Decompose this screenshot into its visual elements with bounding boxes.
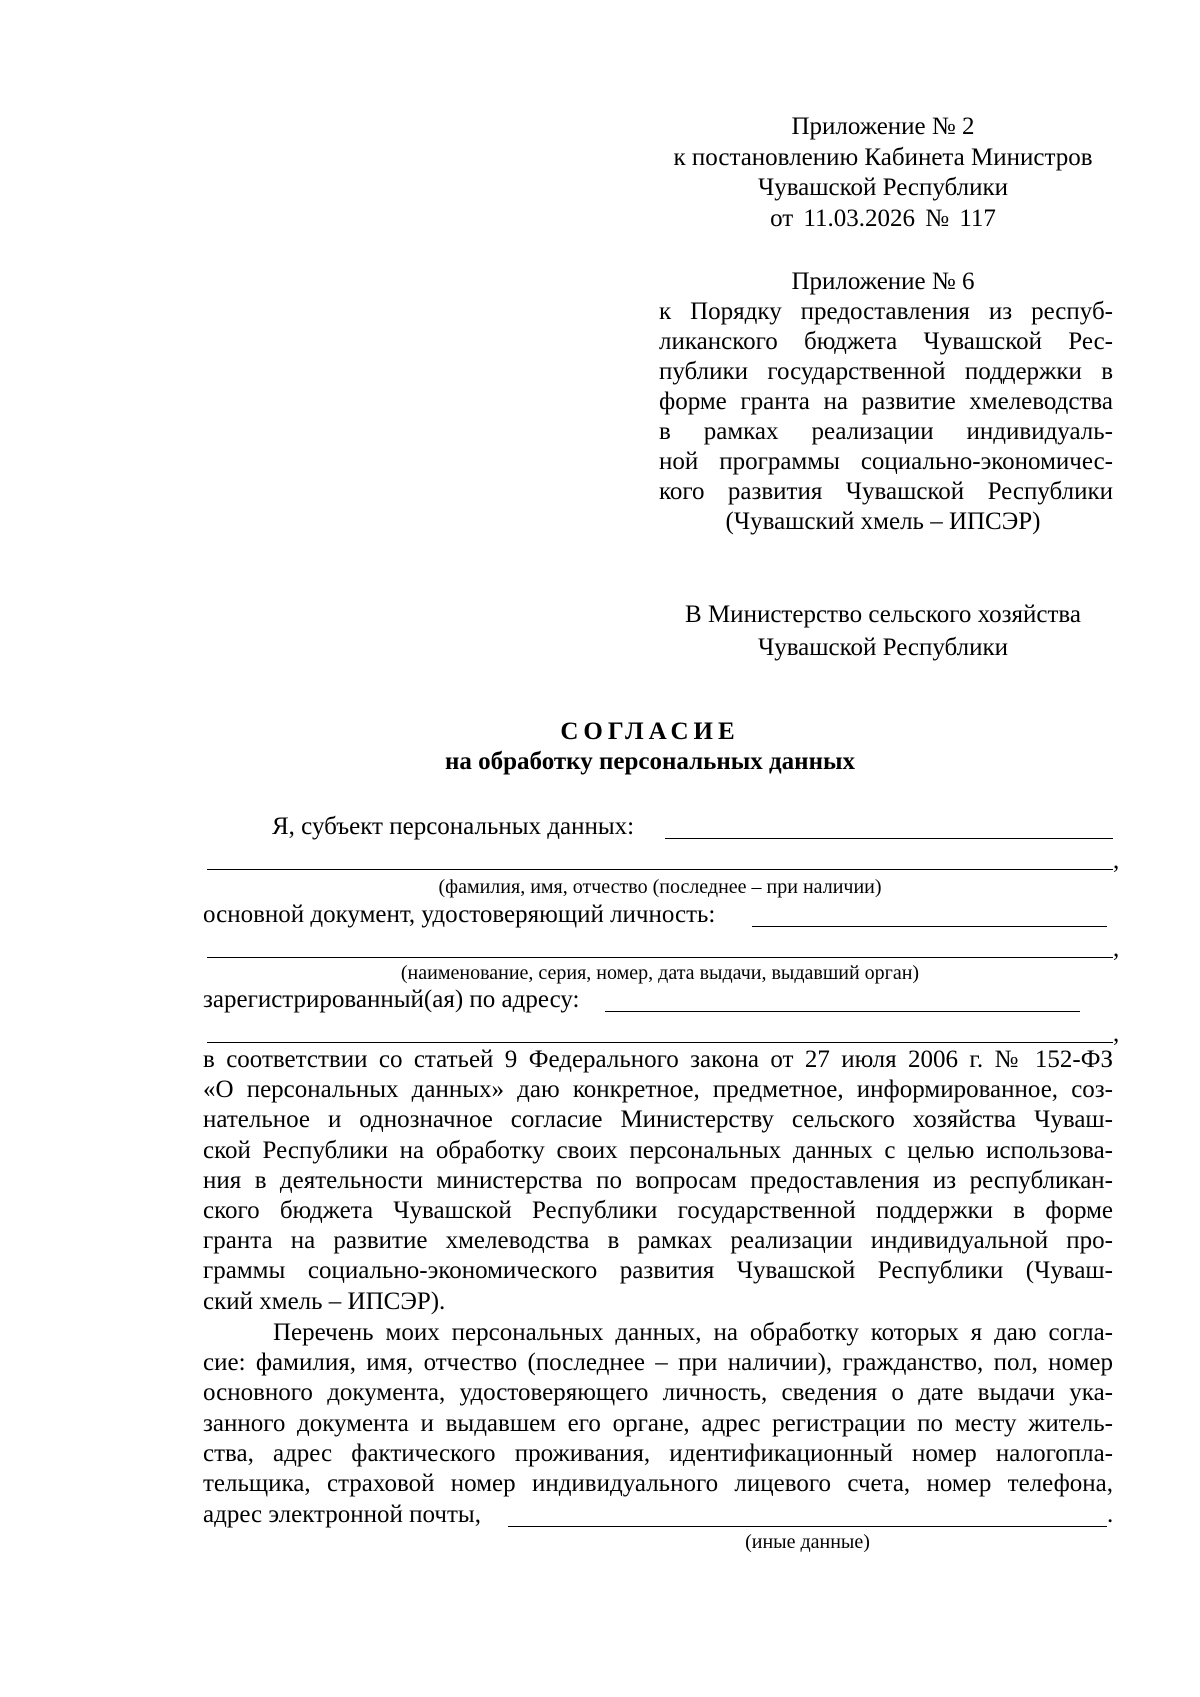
appendix-6-line: ликанского бюджета Чувашской Рес-: [659, 328, 1113, 355]
subject-label: Я, субъект персональных данных:: [272, 813, 635, 840]
appendix-6-line: кого развития Чувашской Республики: [659, 478, 1113, 505]
document-subtitle: на обработку персональных данных: [445, 748, 855, 775]
appendix-6-body: [659, 297, 1113, 507]
paragraph-line: Перечень моих персональных данных, на обработку которых я даю согла-: [273, 1319, 1113, 1346]
paragraph-line: ства, адрес фактического проживания, идентификационный номер налогопла-: [203, 1439, 1113, 1467]
paragraph-line: нательное и однозначное согласие Министерству сельского хозяйства Чуваш-: [203, 1106, 1113, 1134]
fio-hint: (фамилия, имя, отчество (последнее – при наличии): [438, 876, 882, 898]
appendix-6-line: публики государственной поддержки в: [659, 358, 1113, 385]
appendix-2-line: Чувашской Республики: [757, 174, 1009, 201]
appendix-2-line: от 11.03.2026 № 117: [770, 204, 996, 232]
addressee: [653, 598, 1113, 664]
period: .: [1107, 1501, 1114, 1528]
document-label: основной документ, удостоверяющий личность:: [203, 901, 716, 928]
paragraph-line: ского бюджета Чувашской Республики государственной поддержки в форме: [203, 1197, 1113, 1225]
paragraph-line: ский хмель – ИПСЭР).: [203, 1287, 446, 1315]
paragraph-line: занного документа и выдавшем его органе, адрес регистрации по месту житель-: [203, 1409, 1113, 1437]
appendix-6-line: в рамках реализации индивидуаль-: [659, 418, 1113, 445]
consent-paragraph: [203, 1045, 1113, 1317]
paragraph-line: граммы социально-экономического развития Чувашской Республики (Чуваш-: [203, 1257, 1113, 1285]
appendix-6-line: ной программы социально-экономичес-: [659, 448, 1113, 475]
document-hint: (наименование, серия, номер, дата выдачи, выдавший орган): [400, 962, 920, 984]
appendix-6-last-line: (Чувашский хмель – ИПСЭР): [725, 508, 1041, 535]
comma: ,: [1113, 1020, 1120, 1047]
address-label: зарегистрированный(ая) по адресу:: [203, 986, 580, 1013]
addressee-line: Чувашской Республики: [757, 634, 1009, 661]
data-list-paragraph: [203, 1318, 1113, 1499]
comma: ,: [1113, 847, 1120, 874]
paragraph-line: основного документа, удостоверяющего личность, сведения о дате выдачи ука-: [203, 1379, 1113, 1407]
appendix-6-line: к Порядку предоставления из респуб-: [659, 298, 1113, 325]
appendix-6-line: форме гранта на развитие хмелеводства: [659, 388, 1113, 415]
address-field-continued[interactable]: [207, 1042, 1113, 1043]
paragraph-line: в соответствии со статьей 9 Федерального закона от 27 июля 2006 г. № 152-ФЗ: [203, 1046, 1113, 1073]
paragraph-line: «О персональных данных» даю конкретное, предметное, информированное, соз-: [203, 1076, 1113, 1104]
comma: ,: [1113, 935, 1120, 962]
appendix-2-line: к постановлению Кабинета Министров: [673, 143, 1093, 171]
other-data-field[interactable]: [508, 1526, 1107, 1527]
appendix-2-line: Приложение № 2: [791, 113, 975, 140]
paragraph-line: тельщика, страховой номер индивидуального лицевого счета, номер телефона,: [203, 1470, 1113, 1498]
document-field[interactable]: [752, 926, 1107, 927]
other-data-hint: (иные данные): [745, 1531, 870, 1553]
addressee-line: В Министерство сельского хозяйства: [685, 601, 1081, 628]
subject-name-field-continued[interactable]: [207, 869, 1113, 870]
paragraph-line: ской Республики на обработку своих персональных данных с целью использова-: [203, 1136, 1113, 1164]
paragraph-line: сие: фамилия, имя, отчество (последнее – при наличии), гражданство, пол, номер: [203, 1349, 1113, 1377]
email-label: адрес электронной почты,: [203, 1501, 481, 1528]
document-field-continued[interactable]: [207, 957, 1113, 958]
appendix-6-title: Приложение № 6: [791, 268, 975, 295]
document-title: СОГЛАСИЕ: [560, 718, 740, 745]
paragraph-line: гранта на развитие хмелеводства в рамках реализации индивидуальной про-: [203, 1227, 1113, 1255]
address-field[interactable]: [605, 1011, 1080, 1012]
appendix-2-header: [653, 112, 1113, 234]
paragraph-line: ния в деятельности министерства по вопросам предоставления из республикан-: [203, 1166, 1113, 1194]
subject-name-field[interactable]: [665, 838, 1113, 839]
